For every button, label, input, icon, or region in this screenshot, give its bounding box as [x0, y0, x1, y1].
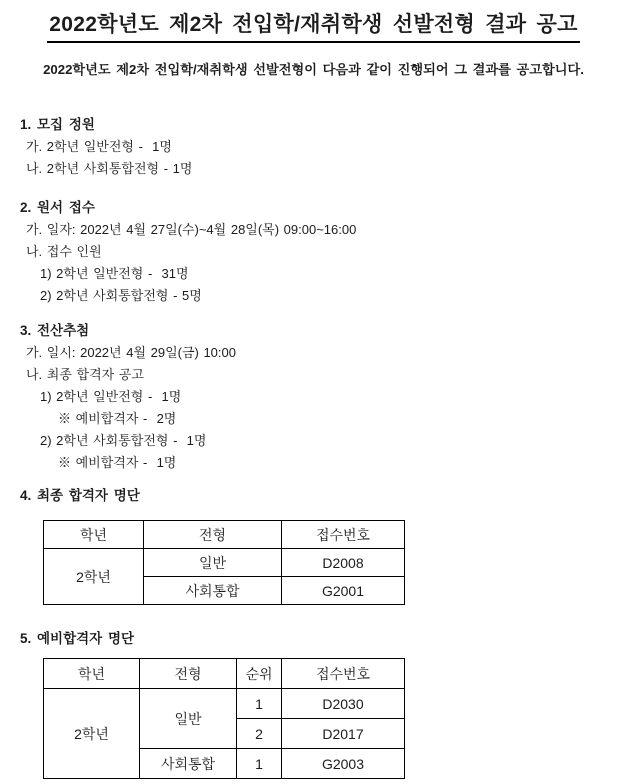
table-header-row — [44, 521, 405, 549]
table-cell-rank: 2 — [237, 719, 282, 749]
document-title: 2022학년도 제2차 전입학/재취학생 선발전형 결과 공고 — [47, 8, 579, 43]
section-heading: 5. 예비합격자 명단 — [20, 631, 135, 646]
table-header-cell: 접수번호 — [282, 521, 405, 549]
section-line: ※ 예비합격자 - 1명 — [58, 455, 177, 470]
section-line: 2) 2학년 사회통합전형 - 5명 — [40, 288, 202, 303]
section-line: 가. 일시: 2022년 4월 29일(금) 10:00 — [26, 345, 236, 360]
table-cell-grade: 2학년 — [44, 549, 144, 605]
section-waitlist — [20, 628, 627, 779]
table-cell-number: G2003 — [282, 749, 405, 779]
table-header-cell: 학년 — [44, 521, 144, 549]
table-cell-number: D2017 — [282, 719, 405, 749]
section-line: 나. 최종 합격자 공고 — [26, 367, 144, 382]
table-cell-rank: 1 — [237, 689, 282, 719]
table-header-cell: 전형 — [140, 659, 237, 689]
section-line: 나. 접수 인원 — [26, 244, 102, 259]
section-heading: 1. 모집 정원 — [20, 117, 95, 132]
table-cell-rank: 1 — [237, 749, 282, 779]
table-cell-type: 일반 — [144, 549, 282, 577]
section-line: 가. 2학년 일반전형 - 1명 — [26, 139, 172, 154]
section-line: 2) 2학년 사회통합전형 - 1명 — [40, 433, 207, 448]
section-line: 나. 2학년 사회통합전형 - 1명 — [26, 161, 193, 176]
document-title-wrap — [0, 0, 627, 43]
table-header-cell: 순위 — [237, 659, 282, 689]
table-header-cell: 접수번호 — [282, 659, 405, 689]
table-cell-type: 사회통합 — [140, 749, 237, 779]
table-cell-grade: 2학년 — [44, 689, 140, 779]
section-heading: 3. 전산추첨 — [20, 323, 90, 338]
table-cell-number: G2001 — [282, 577, 405, 605]
final-pass-table — [43, 520, 405, 605]
section-heading: 2. 원서 접수 — [20, 200, 95, 215]
section-lottery — [20, 320, 627, 474]
table-cell-number: D2008 — [282, 549, 405, 577]
section-application — [20, 197, 627, 307]
section-recruitment-quota — [20, 114, 627, 180]
table-cell-number: D2030 — [282, 689, 405, 719]
section-heading: 4. 최종 합격자 명단 — [20, 488, 140, 503]
intro-paragraph: 2022학년도 제2차 전입학/재취학생 선발전형이 다음과 같이 진행되어 그 결과를 공고합니다. — [43, 62, 584, 77]
table-row — [44, 689, 405, 719]
table-cell-type: 일반 — [140, 689, 237, 749]
section-line: 1) 2학년 일반전형 - 1명 — [40, 389, 182, 404]
table-header-cell: 학년 — [44, 659, 140, 689]
waitlist-table — [43, 658, 405, 779]
table-header-cell: 전형 — [144, 521, 282, 549]
section-line: ※ 예비합격자 - 2명 — [58, 411, 177, 426]
section-line: 1) 2학년 일반전형 - 31명 — [40, 266, 189, 281]
table-row — [44, 549, 405, 577]
section-line: 가. 일자: 2022년 4월 27일(수)~4월 28일(목) 09:00~16:00 — [26, 222, 357, 237]
section-final-pass-list — [20, 485, 627, 605]
table-cell-type: 사회통합 — [144, 577, 282, 605]
table-header-row — [44, 659, 405, 689]
document-body — [0, 114, 627, 779]
